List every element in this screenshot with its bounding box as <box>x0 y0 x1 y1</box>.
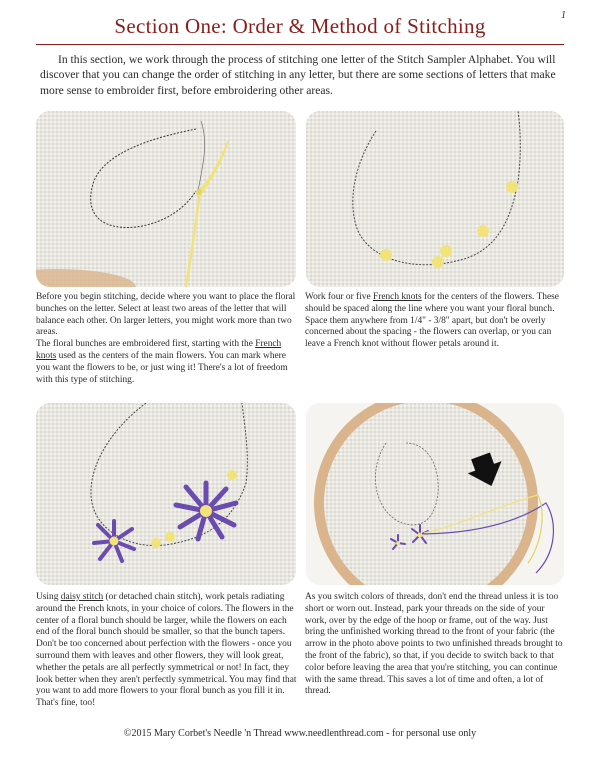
caption-daisy-p1-start: Using <box>36 592 61 602</box>
intro-text: In this section, we work through the process of stitching one letter of the Stitch Sampler Alphabet. You will discover that you can change the order of stitching in any letter, but there are some sections of letters that make more sense to embroider first, before embroidering other areas. <box>40 53 556 97</box>
photo-french-knots <box>306 111 564 287</box>
caption-placement-p2 <box>36 339 298 386</box>
french-knot-4 <box>477 225 489 237</box>
french-knot-3 <box>440 245 452 257</box>
knot-mid-1 <box>151 538 161 548</box>
photo-parked-threads-image <box>306 403 564 585</box>
caption-knots-text <box>305 292 565 351</box>
embroidery-hoop-fabric <box>324 403 528 585</box>
title-divider <box>36 44 564 45</box>
caption-knots-text-start: Work four or five <box>305 292 373 302</box>
french-knot-2 <box>432 256 444 268</box>
french-knots-link-2[interactable]: French knots <box>372 292 422 302</box>
caption-daisy <box>36 592 298 710</box>
intro-paragraph <box>40 52 564 98</box>
page-number: 1 <box>561 10 566 21</box>
knot-top <box>227 470 237 480</box>
caption-knots <box>305 292 565 351</box>
french-knot-5 <box>506 181 518 193</box>
caption-daisy-p1 <box>36 592 298 639</box>
caption-placement-p2-text: The floral bunches are embroidered first, starting with the <box>36 339 256 350</box>
photo-french-knots-image <box>306 111 564 287</box>
caption-threads-text: As you switch colors of threads, don't end the thread unless it is too short or worn out. Instead, park your threads on the side of your work, over by the edge of the hoop or frame, out of the way. Just bring the unfinished working thread to the front of your fabric (the arrow in the photo above points to two unfinished threads brought to the front of the fabric), so that, if you decide to switch back to that color before leaving the area that you're stitching, you can continue with the same thread. This saves a lot of time and often, a lot of thread. <box>305 592 563 697</box>
caption-knots-text-end: for the centers of the flowers. These should be spaced along the line where you want your floral bunch. Space them anywhere from 1/4" - 3/8" apart, but don't be overly concerned about the spacing - the flowers can overlap, or you can leave a French knot without flower petals around it. <box>305 292 559 350</box>
caption-placement-p1: Before you begin stitching, decide where you want to place the floral bunches on the letter. Select at least two areas of the letter that will balance each other. On larger letters, you might work more than two areas. <box>36 292 296 338</box>
caption-daisy-p1-end: (or detached chain stitch), work petals radiating around the French knots, in your choice of colors. The flowers in the center of a floral bunch should be larger, while the flowers on each end of the floral bunch should be smaller, so that the bunch tapers. <box>36 592 294 638</box>
caption-placement-p2-text-end: used as the centers of the main flowers. You can mark where you want the flowers to be, or just wing it! There's a lot of freedom with this type of stitching. <box>36 350 288 385</box>
daisy-stitch-link[interactable]: daisy stitch <box>60 592 104 602</box>
photo-marked-letter <box>36 111 296 287</box>
footer-copyright: ©2015 Mary Corbet's Needle 'n Thread www.needlenthread.com - for personal use only <box>123 728 477 739</box>
photo-marked-letter-image <box>36 111 296 287</box>
photo-daisy-stitch-image <box>36 403 296 585</box>
knot-mid-2 <box>165 532 175 542</box>
caption-threads <box>305 592 565 698</box>
caption-daisy-p2: Don't be too concerned about perfection with the flowers - once you surround them with leaves and other flowers, they will look great, whether the petals are all perfectly symmetrical or not! In fact, they look better when they aren't perfectly symmetrical. You may find that you want to add more flowers to your floral bunch as you fill it in. That's fine, too! <box>36 639 297 709</box>
page-title: Section One: Order & Method of Stitching <box>114 14 486 38</box>
french-knots-link[interactable]: French knots <box>36 339 282 361</box>
french-knot-1 <box>380 249 392 261</box>
caption-placement <box>36 292 298 386</box>
photo-parked-threads <box>306 403 564 585</box>
photo-daisy-stitch <box>36 403 296 585</box>
